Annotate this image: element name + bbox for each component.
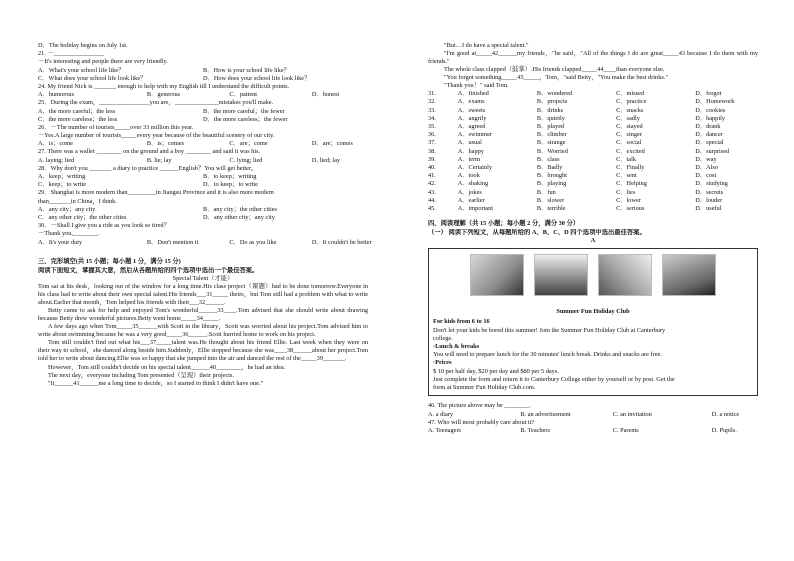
q25-stem: 25．During the exam，________________you are，______________mistakes you'll make.	[38, 99, 274, 107]
story-cont-paragraph: "I'm good at_____42______my friends，"he said，"All of the things I do are great_____43 because I do them with my friends."	[428, 50, 758, 66]
option-a[interactable]: A．happy	[457, 147, 484, 155]
ad-lunch-text: You will need to prepare lunch for the 30 minutes' lunch break. Drinks and snacks are free.	[433, 351, 662, 359]
option-b[interactable]: B．Badly	[536, 163, 563, 171]
option-d[interactable]: D．way	[695, 155, 717, 163]
cloze-options-table	[428, 90, 758, 213]
option-b[interactable]: B．class	[536, 155, 560, 163]
option-a[interactable]: A．angrily	[457, 114, 487, 122]
q25-option-a[interactable]: A．the more careful；the less	[38, 107, 116, 115]
option-c[interactable]: C．lies	[616, 188, 636, 196]
q27-option-c[interactable]: C. lying; lied	[229, 156, 263, 164]
ad-form-text: Just complete the form and return it to Canterbury College either by yourself or by post. Get the	[433, 375, 675, 383]
q30-option-c[interactable]: C．Do as you like	[229, 238, 277, 246]
q21-option-b[interactable]: B．How is your school life like？	[203, 66, 290, 74]
q30-reply: －Thank you,________.	[38, 230, 100, 238]
option-c[interactable]: C．lower	[616, 196, 641, 204]
story-cont-paragraph: "But…I do have a special talent."	[444, 42, 529, 49]
option-b[interactable]: B．fun	[536, 188, 556, 196]
option-b[interactable]: B．slower	[536, 196, 565, 204]
option-a[interactable]: A．exams	[457, 98, 485, 106]
option-d[interactable]: D．dancer	[695, 131, 723, 139]
cloze-row	[428, 156, 758, 164]
story-title: Special Talent（才能）	[172, 274, 234, 282]
q-number: 45.	[428, 204, 436, 212]
option-d[interactable]: D．special	[695, 139, 724, 147]
story-cont-paragraph: "You forgot something_____45_____，Tom，"said Betty，"You make the best drinks."	[444, 74, 668, 82]
cloze-row	[428, 189, 758, 197]
q28-option-c[interactable]: C．keep；to write	[38, 181, 87, 189]
q-number: 39.	[428, 155, 436, 163]
q46-stem: 46. The picture above may be ________.	[428, 402, 532, 410]
q21-option-d[interactable]: D．How does your school life look like？	[203, 74, 311, 82]
q30-option-a[interactable]: A．It's your duty	[38, 238, 83, 246]
story-cont-paragraph: "Thank you！" said Tom.	[444, 82, 509, 90]
option-b[interactable]: B．terrible	[536, 204, 566, 212]
option-b[interactable]: B．climber	[536, 131, 567, 139]
q26-option-d[interactable]: D．are；comes	[311, 140, 353, 148]
option-c[interactable]: C．stayed	[616, 123, 643, 131]
q46-options	[428, 411, 758, 419]
q28-stem: 28．Why don't you _______ a diary to practice ______English？You will get better。	[38, 164, 258, 172]
q29-stem: 29．Shanghai is more modern than_________in Jiangsu Province and it is also more modern	[38, 189, 274, 197]
q-number: 33.	[428, 106, 436, 114]
option-c[interactable]: C．missed	[616, 90, 645, 98]
option-a[interactable]: A．agreed	[457, 123, 486, 131]
q24-stem: 24. My friend Nick is _______ enough to help with my English till I understand the difficult points.	[38, 82, 290, 90]
q26-options	[38, 140, 368, 148]
passage-letter: A	[590, 237, 596, 245]
section3-title: 三、完形填空(共 15 小题；每小题 1 分，满分 15 分)	[38, 257, 181, 265]
q-number: 38.	[428, 147, 436, 155]
q46-option-b[interactable]: B. an advertisement	[520, 410, 571, 418]
story-paragraph: Tom still couldn't find out what his___37_____talent was.He thought about his friend Ellie. Last week when they were on their way to school，she danced along beside him.Suddenly，Ellie stopped because she was____38______about her project.Tom told her to write about dancing.Ellie was so happy that she jumped into the air and danced the rest of the_____39_______.	[38, 339, 368, 363]
cloze-row	[428, 148, 758, 156]
q26-reply: －Yes.A large number of tourists_____every year because of the beautiful scenery of our city.	[38, 132, 275, 140]
q20-option-d: D．The holiday begins on July 1st.	[38, 42, 128, 49]
q-number: 40.	[428, 163, 436, 171]
story-paragraph: A few days ago when Tom_____35______with Scott in the library，Scott was worried about his project.Tom advised him to write about swimming because he was a very good_____36______.Scott hurried home to work on his project.	[38, 323, 368, 339]
q21-option-a[interactable]: A．What's your school life like？	[38, 66, 125, 74]
kids-photo-image	[662, 254, 716, 296]
q47-option-d[interactable]: D. Pupils.	[711, 427, 737, 435]
q24-option-c[interactable]: C．patient	[229, 91, 258, 99]
option-d[interactable]: D．drank	[695, 123, 721, 131]
q28-option-d[interactable]: D．to keep；to write	[203, 181, 258, 189]
option-d[interactable]: D．Also	[695, 163, 718, 171]
q-number: 34.	[428, 114, 436, 122]
option-a[interactable]: A．sweets	[457, 106, 486, 114]
q25-option-c[interactable]: C．the more careless；the less	[38, 115, 118, 123]
q29-options-cd	[38, 214, 368, 222]
ad-intro-cont: college.	[433, 334, 453, 342]
cloze-row	[428, 90, 758, 98]
q27-option-a[interactable]: A. laying; lied	[38, 156, 75, 164]
option-b[interactable]: B．Worried	[536, 147, 568, 155]
q25-option-b[interactable]: B．the more careful；the fewer	[203, 107, 285, 115]
q27-stem: 27. There was a wallet ________ on the ground and a boy ________ and said it was his.	[38, 148, 261, 156]
option-c[interactable]: C．excited	[616, 147, 645, 155]
kids-photo-image	[534, 254, 588, 296]
option-b[interactable]: B．quietly	[536, 114, 565, 122]
option-a[interactable]: A．shaking	[457, 180, 489, 188]
kids-photo-image	[598, 254, 652, 296]
cloze-row	[428, 131, 758, 139]
q-number: 36.	[428, 131, 436, 139]
option-b[interactable]: B．projects	[536, 98, 568, 106]
option-a[interactable]: A．jokes	[457, 188, 482, 196]
q-number: 31.	[428, 90, 436, 98]
story-paragraph: Betty came to ask for help and enjoyed Tom's wonderful______33____.Tom advised that she should write about drawing because Betty drew wonderful pictures.Betty went home_____34_____.	[38, 307, 368, 323]
photo-strip	[433, 254, 753, 296]
q21-option-c[interactable]: C．What does your school life look like？	[38, 74, 147, 82]
ad-title: Summer Fun Holiday Club	[556, 308, 630, 316]
option-c[interactable]: C．practice	[616, 98, 647, 106]
q29-stem-cont: than_______in China，I think.	[38, 197, 117, 205]
option-b[interactable]: B．drinks	[536, 106, 564, 114]
cloze-row	[428, 115, 758, 123]
q29-option-c[interactable]: C．any other city；the other cities	[38, 213, 127, 221]
option-c[interactable]: C．sent	[616, 172, 637, 180]
option-d[interactable]: D．louder	[695, 196, 723, 204]
q28-options-ab	[38, 173, 368, 181]
option-c[interactable]: C．serious	[616, 204, 645, 212]
q30-option-d[interactable]: D．It couldn't be better	[311, 238, 372, 246]
section4-title: 四、阅读理解（共 15 小题；每小题 2 分，满分 30 分）	[428, 220, 580, 228]
story-paragraph: "It______41______me a long time to decide，so I started to think I didn't have one."	[48, 379, 264, 387]
option-d[interactable]: D．secrets	[695, 188, 724, 196]
q-number: 42.	[428, 180, 436, 188]
q24-options	[38, 91, 368, 99]
option-d[interactable]: D．studying	[695, 180, 728, 188]
option-a[interactable]: A．swimmer	[457, 131, 492, 139]
option-c[interactable]: C．singer	[616, 131, 642, 139]
left-column	[38, 42, 372, 388]
q46-option-d[interactable]: D. a notice	[711, 410, 740, 418]
q47-options	[428, 427, 758, 435]
option-a[interactable]: A．important	[457, 204, 494, 212]
q-number: 32.	[428, 98, 436, 106]
option-c[interactable]: C．talk	[616, 155, 637, 163]
q-number: 35.	[428, 123, 436, 131]
q24-option-b[interactable]: B．generous	[146, 91, 181, 99]
q-number: 44.	[428, 196, 436, 204]
q26-stem: 26．－The number of tourists_____over 33 million this year.	[38, 123, 194, 131]
q26-option-a[interactable]: A．is；come	[38, 140, 73, 148]
option-a[interactable]: A．term	[457, 155, 481, 163]
option-b[interactable]: B．brought	[536, 172, 567, 180]
option-d[interactable]: D．useful	[695, 204, 722, 212]
q46-option-a[interactable]: A. a diary	[428, 410, 454, 418]
right-column	[428, 42, 758, 435]
q30-options	[38, 238, 372, 247]
q29-options-ab	[38, 206, 368, 214]
ad-prices-heading: ·Prices	[433, 359, 452, 367]
q21-options-cd	[38, 75, 368, 83]
q47-option-a[interactable]: A. Teenagers	[428, 427, 462, 435]
q30-stem: 30．－Shall I give you a ride as you look so tired？	[38, 222, 170, 230]
option-a[interactable]: A．earlier	[457, 196, 485, 204]
q21-options-ab	[38, 67, 368, 75]
option-a[interactable]: A．Certainly	[457, 163, 492, 171]
q21-reply: －It's interesting and people there are very friendly.	[38, 58, 168, 66]
q25-option-d[interactable]: D．the more careless；the fewer	[203, 115, 288, 123]
q26-option-c[interactable]: C．are；come	[229, 140, 268, 148]
q47-option-b[interactable]: B. Teachers	[520, 427, 550, 435]
option-d[interactable]: D．cookies	[695, 106, 726, 114]
option-c[interactable]: C．sadly	[616, 114, 640, 122]
option-b[interactable]: B．played	[536, 123, 565, 131]
q28-option-a[interactable]: A．keep；writing	[38, 173, 86, 180]
q28-options-cd	[38, 181, 368, 189]
q24-option-d[interactable]: D．honest	[311, 91, 340, 99]
q27-option-d[interactable]: D. lied; lay	[311, 156, 341, 164]
q27-options	[38, 157, 368, 165]
cloze-row	[428, 205, 758, 213]
section4-instructions: （一） 阅读下列短文，从每题所给的 A、B、C、D 四个选项中选出最佳答案。	[428, 229, 646, 237]
q46-option-c[interactable]: C. an invitation	[612, 410, 652, 418]
q29-option-b[interactable]: B．any city；the other cities	[203, 205, 277, 213]
q-number: 41.	[428, 172, 436, 180]
option-a[interactable]: A．finished	[457, 90, 489, 98]
ad-form-text-cont: form at Summer Fun Holiday Club.com.	[433, 383, 536, 391]
q27-option-b[interactable]: B. lie; lay	[146, 156, 172, 164]
option-d[interactable]: D．surprised	[695, 147, 730, 155]
option-c[interactable]: C．snacks	[616, 106, 644, 114]
option-d[interactable]: D．happily	[695, 114, 725, 122]
section3-instructions: 阅读下面短文，掌握其大意，然后从各题所给的四个选项中选出一个最佳答案。	[38, 266, 259, 274]
ad-age-range: For kids from 6 to 16	[433, 318, 490, 326]
q47-option-c[interactable]: C. Parents	[612, 427, 639, 435]
cloze-row	[428, 139, 758, 147]
cloze-row	[428, 98, 758, 106]
cloze-row	[428, 164, 758, 172]
story-paragraph: Tom sat at his desk，looking out of the window for a long time.His class project（课题）had to be done tomorrow.Everyone in his class had to write about their own special talent.His friends___31_____ theirs，but Tom still had a problem with what to write about.Earlier that month，Tom helped his friends with their___32______.	[38, 283, 368, 307]
cloze-row	[428, 180, 758, 188]
option-d[interactable]: D．Homework	[695, 98, 735, 106]
option-a[interactable]: A．took	[457, 172, 480, 180]
ad-lunch-heading: ·Lunch & breaks	[433, 343, 480, 351]
q26-option-b[interactable]: B．is；comes	[146, 140, 184, 148]
option-c[interactable]: C．Helping	[616, 180, 647, 188]
ad-intro: Don't let your kids be bored this summer! Join the Summer Fun Holiday Club at Canterbury	[433, 326, 666, 334]
option-b[interactable]: B．strange	[536, 139, 566, 147]
story-paragraph: The next day，everyone including Tom presented（呈现）their projects.	[48, 371, 235, 379]
q25-options-cd	[38, 116, 368, 124]
option-d[interactable]: D．forgot	[695, 90, 722, 98]
q29-option-d[interactable]: D．any other city；any city	[203, 213, 275, 221]
q-number: 43.	[428, 188, 436, 196]
advertisement-box	[428, 248, 758, 396]
option-c[interactable]: C．social	[616, 139, 642, 147]
q47-stem: 47. Who will most probably care about it?	[428, 418, 535, 426]
cloze-row	[428, 172, 758, 180]
option-b[interactable]: B．playing	[536, 180, 567, 188]
kids-photo-image	[470, 254, 524, 296]
q29-option-a[interactable]: A．any city；any city	[38, 205, 96, 213]
cloze-row	[428, 123, 758, 131]
option-d[interactable]: D．cost	[695, 172, 717, 180]
q-number: 37.	[428, 139, 436, 147]
q24-option-a[interactable]: A．humorous	[38, 91, 75, 99]
option-c[interactable]: C．Finally	[616, 163, 645, 171]
option-b[interactable]: B．wondered	[536, 90, 573, 98]
story-paragraph: However，Tom still couldn't decide on his special talent______40________，he had an idea.	[48, 363, 286, 371]
story-cont-paragraph: The whole class clapped（鼓掌）.His friends clapped_____44____than everyone else.	[444, 66, 665, 74]
q25-options-ab	[38, 108, 368, 116]
q30-option-b[interactable]: B．Don't mention it	[146, 238, 199, 246]
cloze-row	[428, 197, 758, 205]
cloze-row	[428, 107, 758, 115]
ad-prices-text: $ 10 per half day, $20 per day and $80 per 5 days.	[433, 367, 559, 375]
q21-stem: 21. －________________	[38, 50, 105, 58]
option-a[interactable]: A．usual	[457, 139, 482, 147]
q28-option-b[interactable]: B．to keep；writing	[203, 173, 257, 180]
